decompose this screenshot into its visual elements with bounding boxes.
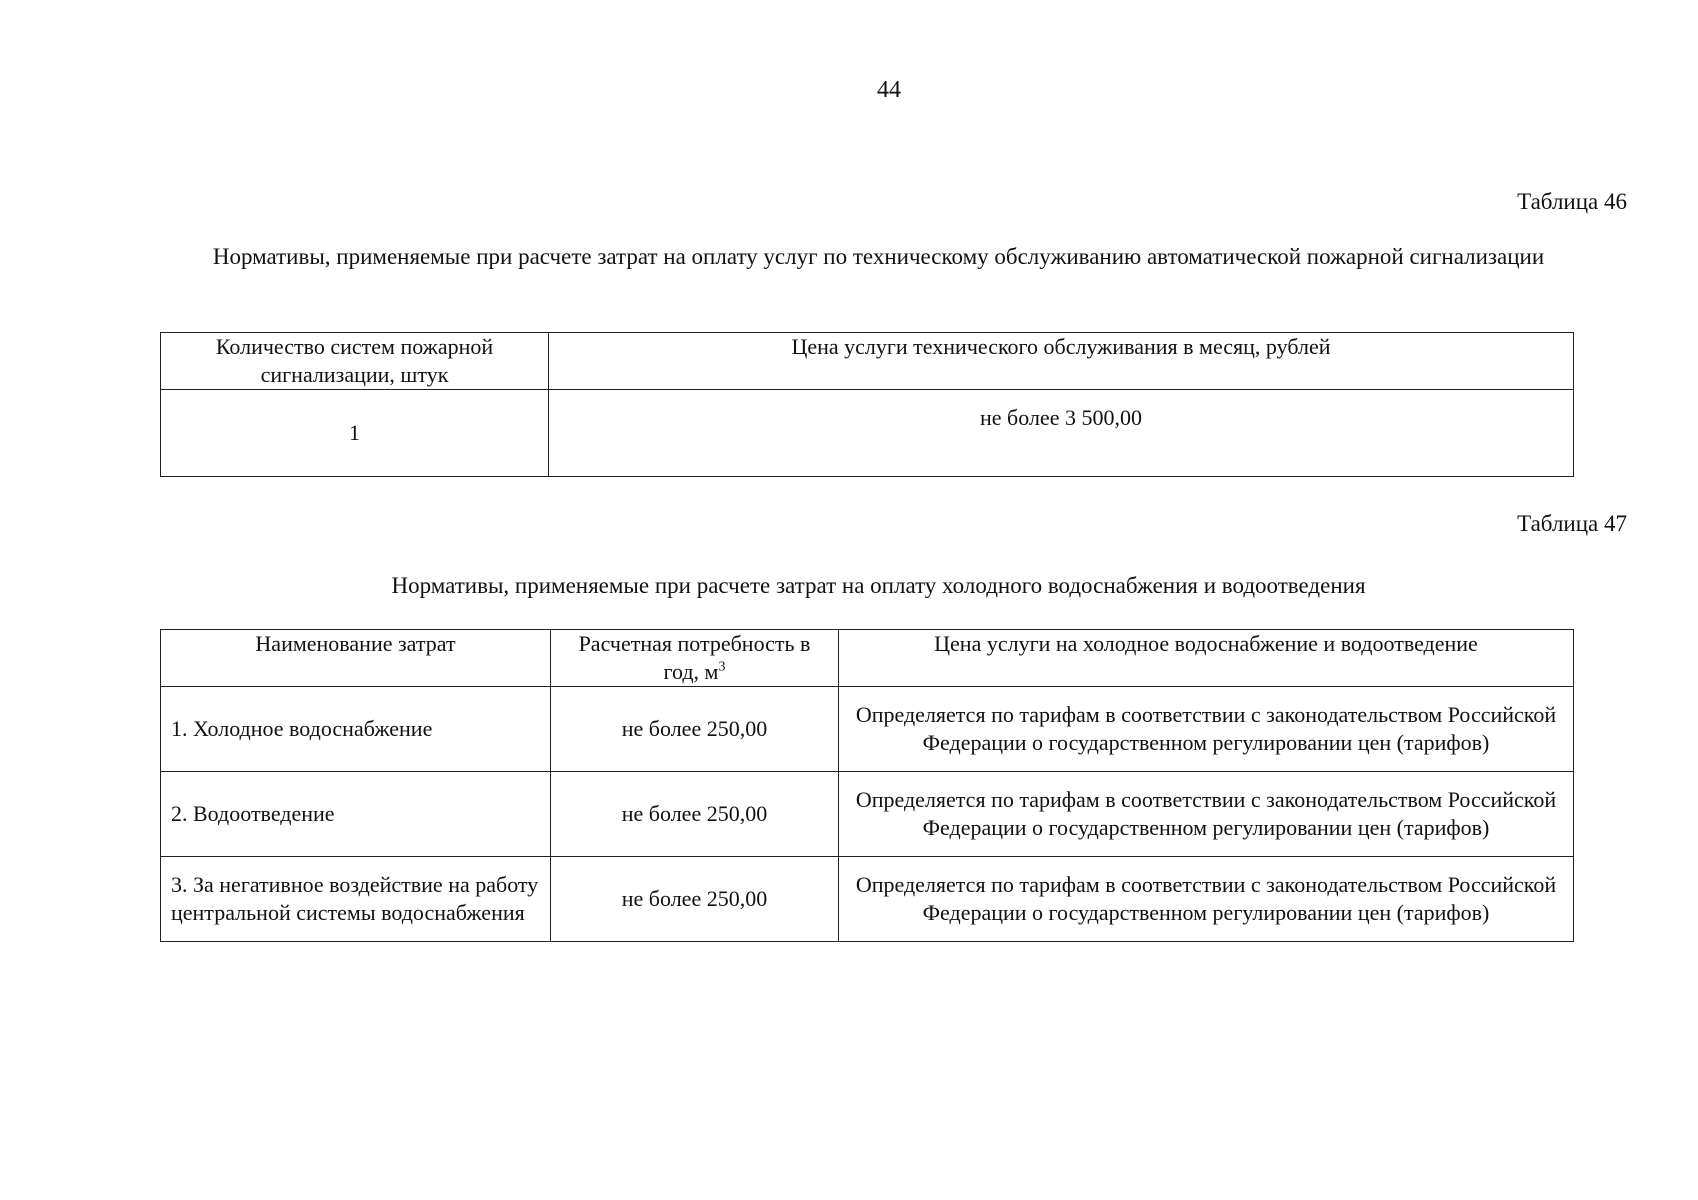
- table-47-cell-price: Определяется по тарифам в соответствии с законодательством Российской Федерации о государственном регулировании цен (тарифов): [839, 857, 1574, 942]
- table-47-label: Таблица 47: [1517, 511, 1627, 536]
- table-row: [161, 857, 1574, 942]
- table-row: [161, 687, 1574, 772]
- table-47-cell-name: 3. За негативное воздействие на работу центральной системы водоснабжения: [161, 857, 551, 942]
- table-47-cell-demand: не более 250,00: [551, 772, 839, 857]
- table-47-header-demand: [551, 630, 839, 687]
- table-47-header-row: [161, 630, 1574, 687]
- table-row: [161, 772, 1574, 857]
- page-number: 44: [877, 77, 901, 103]
- table-46-title: Нормативы, применяемые при расчете затрат на оплату услуг по техническому обслуживанию автоматической пожарной сигнализации: [212, 244, 1545, 269]
- table-46-label: Таблица 46: [1517, 189, 1627, 214]
- table-47-cell-price: Определяется по тарифам в соответствии с законодательством Российской Федерации о государственном регулировании цен (тарифов): [839, 687, 1574, 772]
- table-46-header-count: Количество систем пожарной сигнализации, штук: [161, 333, 549, 390]
- table-46-header-row: [161, 333, 1574, 390]
- table-46-cell-count: 1: [161, 390, 549, 477]
- table-47-cell-demand: не более 250,00: [551, 687, 839, 772]
- table-46: [160, 332, 1574, 477]
- table-47-header-price: Цена услуги на холодное водоснабжение и водоотведение: [839, 630, 1574, 687]
- table-47-title: Нормативы, применяемые при расчете затрат на оплату холодного водоснабжения и водоотведения: [391, 573, 1366, 598]
- table-47-cell-demand: не более 250,00: [551, 857, 839, 942]
- table-47-cell-name: 1. Холодное водоснабжение: [161, 687, 551, 772]
- table-46-cell-price: не более 3 500,00: [549, 390, 1574, 477]
- table-47-cell-price: Определяется по тарифам в соответствии с законодательством Российской Федерации о государственном регулировании цен (тарифов): [839, 772, 1574, 857]
- unit-superscript: 3: [718, 659, 726, 675]
- table-46-header-price: Цена услуги технического обслуживания в месяц, рублей: [549, 333, 1574, 390]
- table-row: [161, 390, 1574, 477]
- table-47: [160, 629, 1574, 942]
- table-47-cell-name: 2. Водоотведение: [161, 772, 551, 857]
- table-47-header-demand-text: Расчетная потребность в год, м: [578, 631, 811, 684]
- table-47-header-name: Наименование затрат: [161, 630, 551, 687]
